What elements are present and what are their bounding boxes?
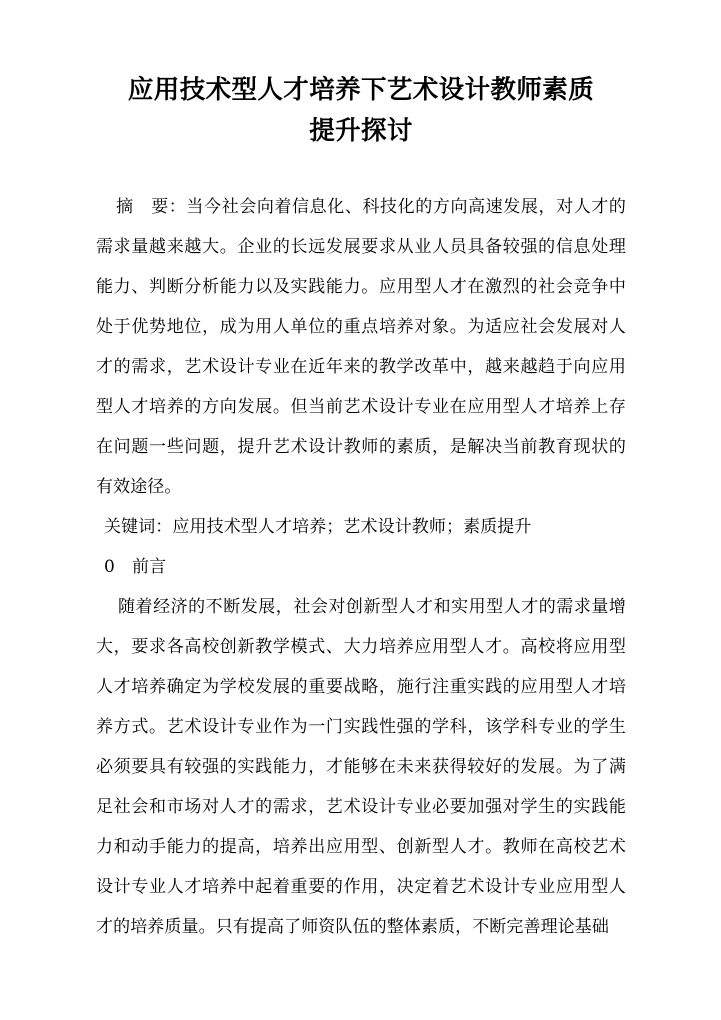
body-paragraph <box>96 587 626 947</box>
abstract-text: 当今社会向着信息化、科技化的方向高速发展，对人才的需求量越来越大。企业的长远发展要求从业人员具备较强的信息处理能力、判断分析能力以及实践能力。应用型人才在激烈的社会竞争中处于优势地位，成为用人单位的重点培养对象。为适应社会发展对人才的需求，艺术设计专业在近年来的教学改革中，越来越趋于向应用型人才培养的方向发展。但当前艺术设计专业在应用型人才培养上存在问题一些问题，提升艺术设计教师的素质，是解决当前教育现状的有效途径。 <box>96 197 627 497</box>
section-heading-text: 0 前言 <box>104 557 167 577</box>
page-content <box>96 70 626 947</box>
title-line-2: 提升探讨 <box>309 116 413 146</box>
keywords-paragraph <box>96 507 626 547</box>
keywords-label: 关键词： <box>104 517 173 537</box>
section-heading <box>96 547 626 587</box>
abstract-paragraph <box>96 187 626 507</box>
keywords-text: 应用技术型人才培养；艺术设计教师；素质提升 <box>172 517 532 537</box>
abstract-label: 摘 要： <box>116 197 187 217</box>
page-title <box>96 70 626 152</box>
title-line-1: 应用技术型人才培养下艺术设计教师素质 <box>127 75 595 105</box>
body-paragraph-text: 随着经济的不断发展，社会对创新型人才和实用型人才的需求量增大，要求各高校创新教学模式、大力培养应用型人才。高校将应用型人才培养确定为学校发展的重要战略，施行注重实践的应用型人才培养方式。艺术设计专业作为一门实践性强的学科，该学科专业的学生必须要具有较强的实践能力，才能够在未来获得较好的发展。为了满足社会和市场对人才的需求，艺术设计专业必要加强对学生的实践能力和动手能力的提高，培养出应用型、创新型人才。教师在高校艺术设计专业人才培养中起着重要的作用，决定着艺术设计专业应用型人才的培养质量。只有提高了师资队伍的整体素质，不断完善理论基础 <box>96 597 626 937</box>
